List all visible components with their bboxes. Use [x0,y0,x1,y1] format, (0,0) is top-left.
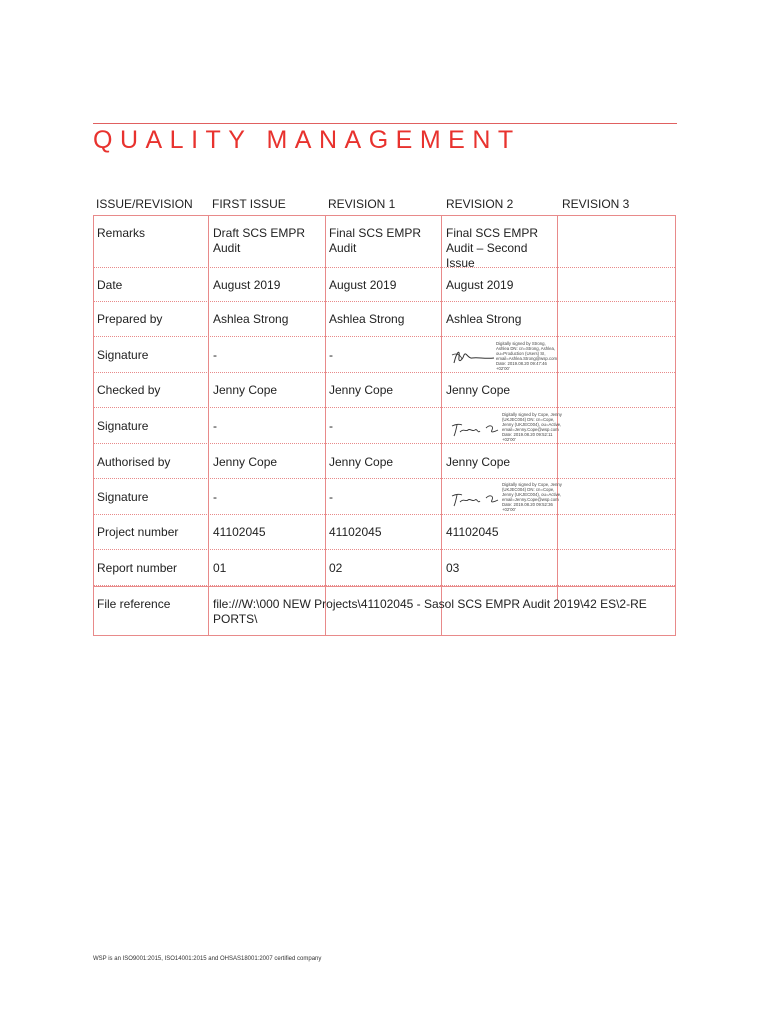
row-label: File reference [97,597,171,611]
footer-certification: WSP is an ISO9001:2015, ISO14001:2015 and OHSAS18001:2007 certified company [93,956,322,962]
table-row-signature-authorised [94,479,675,515]
table-row-signature-checked [94,408,675,444]
row-label: Signature [97,490,149,504]
signature-authorised [446,482,562,512]
cell-revision-1: 41102045 [329,525,382,539]
header-revision-1: REVISION 1 [328,197,396,211]
row-label: Project number [97,525,179,539]
cell-revision-1: Final SCS EMPR Audit [329,226,422,255]
cell-revision-2: Final SCS EMPR Audit – Second Issue [446,226,539,270]
cell-first-issue: Jenny Cope [213,455,278,469]
header-revision-2: REVISION 2 [446,197,514,211]
signature-checked [446,412,562,442]
row-label: Remarks [97,226,146,240]
cell-revision-1: - [329,419,333,433]
table-row-prepared-by [94,302,675,337]
cell-first-issue: Jenny Cope [213,383,278,397]
table-row-checked-by [94,373,675,408]
digital-signature-text: Digitally signed by Strong, Ashlea DN: cn=Strong, Ashlea, ou=Production (Users) SI, email=Ashlea.Strong@wsp.com Date: 2019.08.20 09:47:46 +02'00' [496,341,558,371]
cell-revision-2: 03 [446,561,460,575]
header-issue-revision: ISSUE/REVISION [96,197,193,211]
cell-revision-1: Jenny Cope [329,383,394,397]
cell-first-issue: August 2019 [213,278,281,292]
handwritten-signature-icon [448,418,500,440]
cell-first-issue: - [213,348,217,362]
cell-revision-2: 41102045 [446,525,499,539]
cell-revision-1: 02 [329,561,343,575]
table-row-authorised-by [94,444,675,479]
cell-first-issue: Ashlea Strong [213,312,289,326]
row-label: Prepared by [97,312,163,326]
table-row-signature-prepared [94,337,675,373]
file-reference-value: file:///W:\000 NEW Projects\41102045 - Sasol SCS EMPR Audit 2019\42 ES\2-REPORTS\ [213,597,647,626]
digital-signature-text: Digitally signed by Cope, Jenny (UKJEC004) DN: cn=Cope, Jenny (UKJEC004), ou=Active, email=Jenny.Cope@wsp.com Date: 2019.08.20 09:52:36 +02'00' [502,482,562,512]
cell-revision-2: August 2019 [446,278,514,292]
table-row-project-number [94,515,675,550]
cell-revision-1: - [329,490,333,504]
cell-revision-2: Jenny Cope [446,383,511,397]
table-row-date [94,268,675,302]
quality-table [93,215,676,636]
cell-revision-1: Jenny Cope [329,455,394,469]
cell-revision-1: - [329,348,333,362]
table-row-remarks [94,216,675,268]
row-label: Signature [97,348,149,362]
signature-prepared [446,341,558,371]
page-title: QUALITY MANAGEMENT [93,126,521,154]
row-label: Report number [97,561,178,575]
handwritten-signature-icon [448,345,496,369]
cell-revision-2: Ashlea Strong [446,312,522,326]
header-revision-3: REVISION 3 [562,197,630,211]
row-label: Authorised by [97,455,171,469]
handwritten-signature-icon [448,488,500,510]
cell-revision-2: Jenny Cope [446,455,511,469]
cell-first-issue: - [213,419,217,433]
table-row-report-number [94,550,675,586]
row-label: Date [97,278,123,292]
title-rule [93,123,677,124]
cell-revision-1: Ashlea Strong [329,312,405,326]
cell-first-issue: 41102045 [213,525,266,539]
digital-signature-text: Digitally signed by Cope, Jenny (UKJEC004) DN: cn=Cope, Jenny (UKJEC004), ou=Active, email=Jenny.Cope@wsp.com Date: 2019.08.20 09:52:11 +02'00' [502,412,562,442]
row-label: Checked by [97,383,161,397]
row-label: Signature [97,419,149,433]
cell-first-issue: Draft SCS EMPR Audit [213,226,306,255]
cell-revision-1: August 2019 [329,278,397,292]
cell-first-issue: 01 [213,561,227,575]
table-row-file-reference [94,586,675,636]
header-first-issue: FIRST ISSUE [212,197,286,211]
cell-first-issue: - [213,490,217,504]
